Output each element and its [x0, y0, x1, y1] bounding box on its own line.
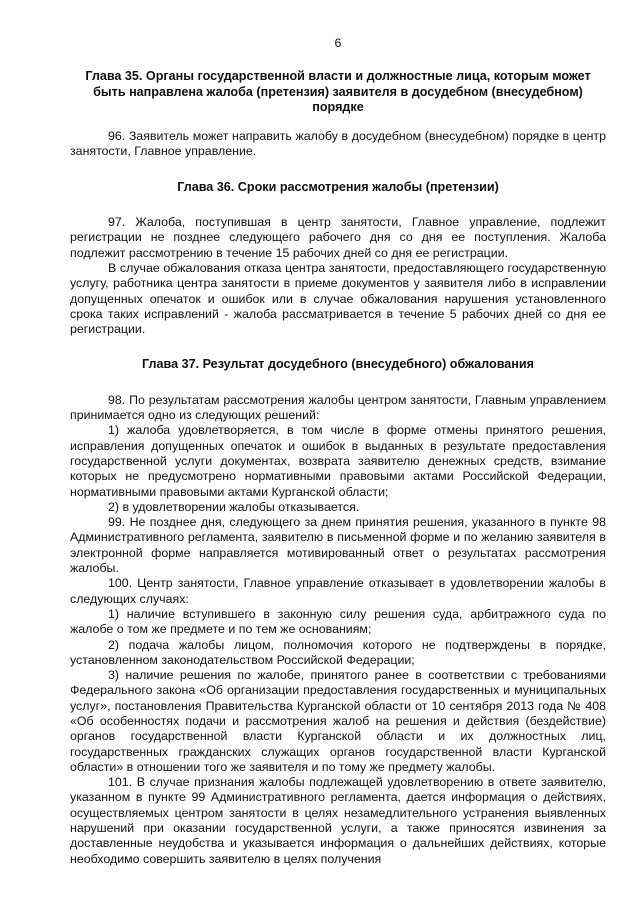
chapter-37-title: Глава 37. Результат досудебного (внесудебного) обжалования [142, 357, 534, 372]
paragraph-96: 96. Заявитель может направить жалобу в досудебном (внесудебном) порядке в центр занятости, Главное управление. [70, 129, 606, 159]
paragraph-100-item-1: 1) наличие вступившего в законную силу решения суда, арбитражного суда по жалобе о том же предмете и по тем же основаниям; [70, 606, 606, 637]
paragraph-99: 99. Не позднее дня, следующего за днем принятия решения, указанного в пункте 98 Административного регламента, заявителю в письменной форме и по желанию заявителя в электронной форме направляется мотивированный ответ о результатах рассмотрения жалобы. [70, 515, 606, 576]
chapter-36-title: Глава 36. Сроки рассмотрения жалобы (претензии) [177, 179, 499, 194]
paragraph-98: 98. По результатам рассмотрения жалобы центром занятости, Главным управлением принимается одно из следующих решений: [70, 392, 606, 423]
paragraph-100-item-3: 3) наличие решения по жалобе, принятого ранее в соответствии с требованиями Федерального закона «Об организации предоставления государственных и муниципальных услуг», постановления Правительства Курганской области от 10 сентября 2013 года № 408 «Об особенностях подачи и рассмотрения жалоб на решения и действия (бездействие) органов государственной власти Курганской области и их должностных лиц, государственных гражданских служащих органов государственной власти Курганской области» в отношении того же заявителя и по тому же предмету жалобы. [70, 668, 606, 774]
paragraph-100-item-2: 2) подача жалобы лицом, полномочия которого не подтверждены в порядке, установленном законодательством Российской Федерации; [70, 637, 606, 667]
paragraph-98-item-1: 1) жалоба удовлетворяется, в том числе в форме отмены принятого решения, исправления допущенных опечаток и ошибок в выданных в результате предоставления государственной услуги документах, возврата заявителю денежных средств, взимание которых не предусмотрено нормативными правовыми актами Российской Федерации, нормативными правовыми актами Курганской области; [70, 423, 606, 499]
paragraph-98-item-2: 2) в удовлетворении жалобы отказывается. [108, 499, 360, 514]
paragraph-97: 97. Жалоба, поступившая в центр занятости, Главное управление, подлежит регистрации не позднее следующего рабочего дня со дня ее поступления. Жалоба подлежит рассмотрению в течение 15 рабочих дней со дня ее регистрации. [70, 215, 606, 260]
paragraph-100: 100. Центр занятости, Главное управление отказывает в удовлетворении жалобы в следующих случаях: [70, 576, 606, 606]
page-number: 6 [334, 36, 342, 50]
paragraph-97-continued: В случае обжалования отказа центра занятости, предоставляющего государственную услугу, работника центра занятости в приеме документов у заявителя либо в исправлении допущенных опечаток и ошибок или в случае обжалования нарушения установленного срока таких исправлений - жалоба рассматривается в течение 5 рабочих дней со дня ее регистрации. [70, 260, 606, 337]
paragraph-101: 101. В случае признания жалобы подлежащей удовлетворению в ответе заявителю, указанном в пункте 99 Административного регламента, дается информация о действиях, осуществляемых центром занятости в целях незамедлительного устранения выявленных нарушений при оказании государственной услуги, а также приносятся извинения за доставленные неудобства и указывается информация о дальнейших действиях, которые необходимо совершить заявителю в целях получения [70, 775, 606, 866]
chapter-35-title: Глава 35. Органы государственной власти и должностные лица, которым может быть направлена жалоба (претензия) заявителя в досудебном (внесудебном) порядке [85, 69, 591, 114]
